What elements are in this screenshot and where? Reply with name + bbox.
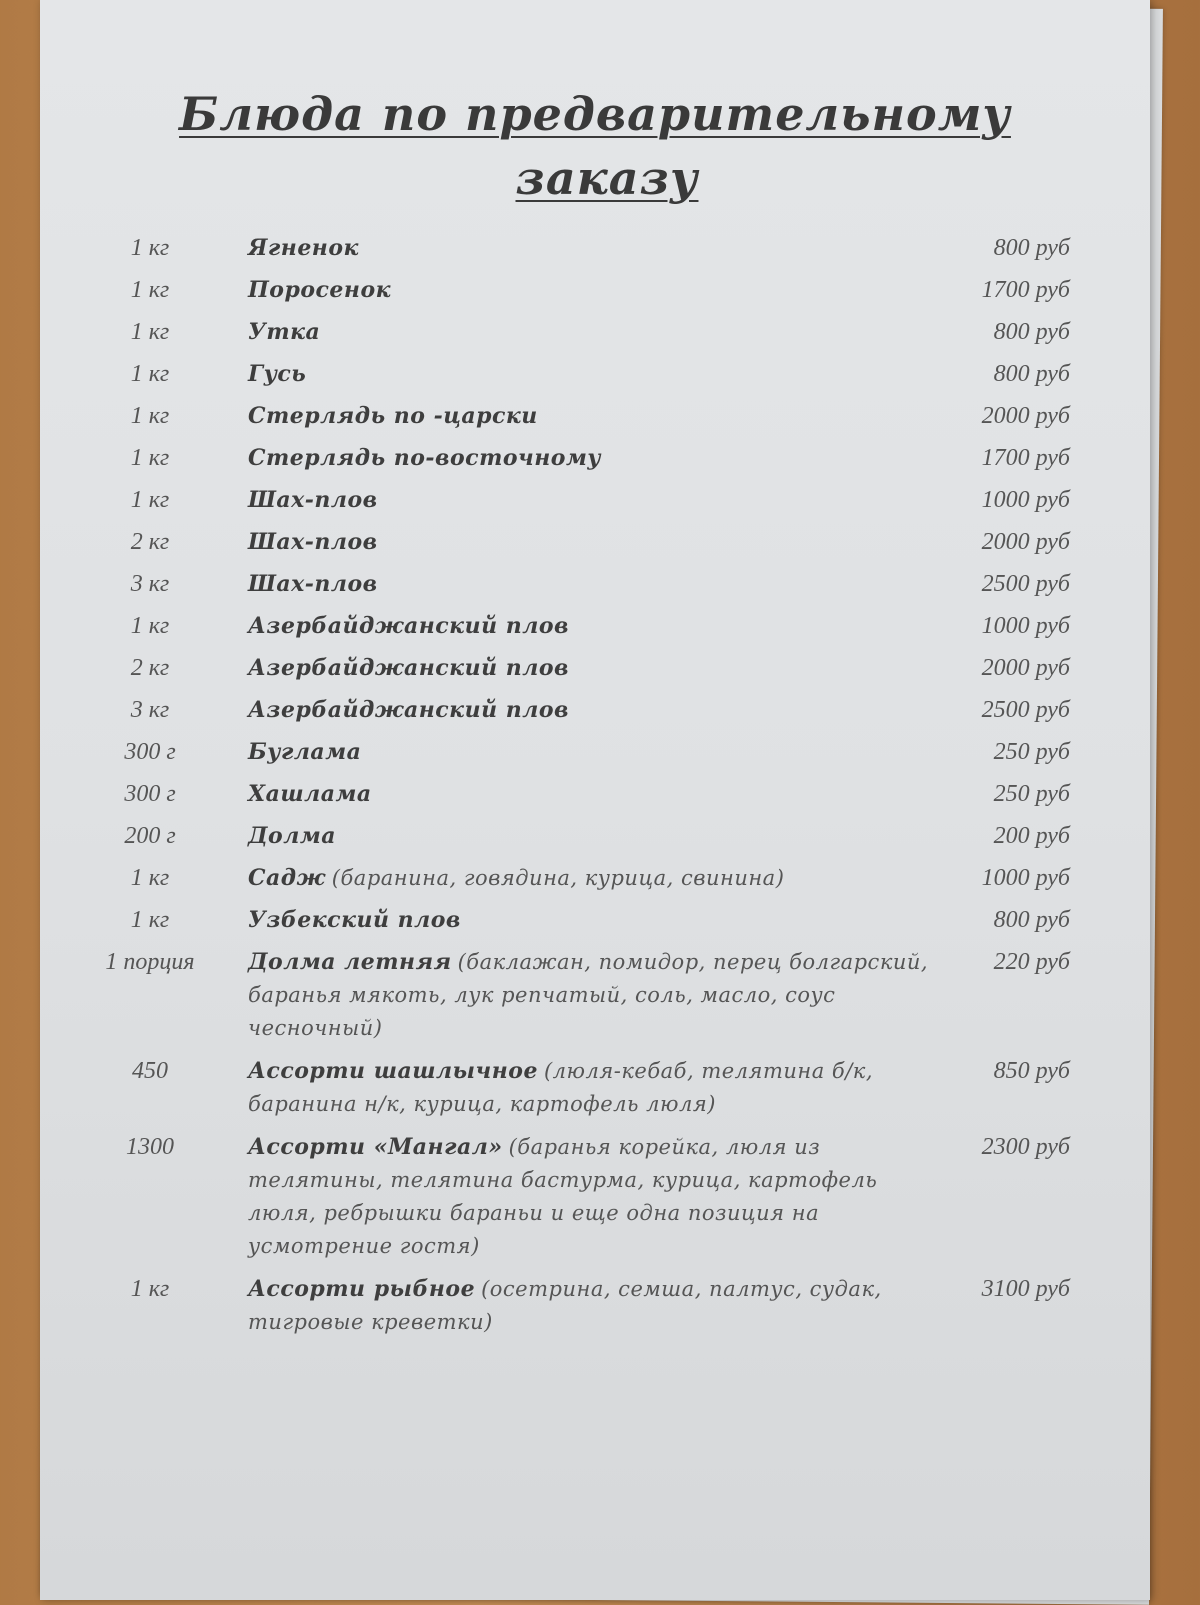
title-line-1: Блюда по предварительному <box>179 87 1011 141</box>
menu-item <box>40 736 1150 778</box>
item-price: 200 руб <box>993 823 1070 849</box>
item-ingredients: (люля-кебаб, телятина б/к, баранина н/к, курица, картофель люля) <box>248 1059 874 1116</box>
item-price: 2000 руб <box>981 529 1070 555</box>
item-name: Стерлядь по -царски <box>248 403 538 429</box>
item-description <box>240 442 930 475</box>
item-price: 800 руб <box>993 319 1070 345</box>
item-description <box>240 946 930 1045</box>
item-quantity: 1 кг <box>130 445 170 471</box>
item-price: 850 руб <box>993 1058 1070 1084</box>
item-price: 3100 руб <box>981 1276 1070 1302</box>
item-name: Шах-плов <box>248 529 378 555</box>
item-description <box>240 400 930 433</box>
item-description <box>240 526 930 559</box>
item-description <box>240 736 930 769</box>
item-quantity: 3 кг <box>130 571 170 597</box>
item-quantity: 1 кг <box>130 403 170 429</box>
item-name: Утка <box>248 319 321 345</box>
item-name: Стерлядь по-восточному <box>248 445 602 471</box>
item-quantity: 1 кг <box>130 277 170 303</box>
item-name: Гусь <box>248 361 307 387</box>
item-name: Азербайджанский плов <box>248 655 569 681</box>
item-description <box>240 232 930 265</box>
item-name: Хашлама <box>248 781 372 807</box>
item-name: Буглама <box>248 739 362 765</box>
item-quantity: 2 кг <box>130 655 170 681</box>
item-description <box>240 484 930 517</box>
item-name: Шах-плов <box>248 487 378 513</box>
menu-item <box>40 442 1150 484</box>
item-quantity: 1 кг <box>130 361 170 387</box>
menu-item <box>40 484 1150 526</box>
item-description <box>240 1131 930 1263</box>
item-ingredients: (баклажан, помидор, перец болгарский, баранья мякоть, лук репчатый, соль, масло, соус чесночный) <box>248 950 929 1040</box>
menu-item <box>40 400 1150 442</box>
item-quantity: 1300 <box>126 1134 174 1160</box>
item-price: 2500 руб <box>981 697 1070 723</box>
item-quantity: 1 кг <box>130 613 170 639</box>
item-quantity: 1 кг <box>130 487 170 513</box>
item-ingredients: (баранина, говядина, курица, свинина) <box>331 866 785 890</box>
page-title <box>40 82 1150 210</box>
item-name: Долма летняя <box>248 949 452 975</box>
menu-item <box>40 946 1150 1045</box>
item-name: Ассорти рыбное <box>248 1276 476 1302</box>
menu-item <box>40 1131 1150 1263</box>
item-price: 2000 руб <box>981 403 1070 429</box>
menu-item <box>40 904 1150 946</box>
item-price: 800 руб <box>993 907 1070 933</box>
item-quantity: 450 <box>132 1058 168 1084</box>
menu-list <box>40 232 1150 1349</box>
item-description <box>240 820 930 853</box>
item-ingredients: (осетрина, семша, палтус, судак, тигровые креветки) <box>248 1277 882 1334</box>
item-quantity: 300 г <box>124 781 176 807</box>
item-name: Садж <box>248 865 326 891</box>
item-price: 2300 руб <box>981 1134 1070 1160</box>
item-name: Ягненок <box>248 235 359 261</box>
menu-item <box>40 1273 1150 1339</box>
item-name: Долма <box>248 823 337 849</box>
item-name: Азербайджанский плов <box>248 697 569 723</box>
menu-item <box>40 820 1150 862</box>
item-description <box>240 652 930 685</box>
item-price: 1000 руб <box>981 487 1070 513</box>
item-quantity: 1 кг <box>130 907 170 933</box>
menu-sheet <box>40 0 1150 1600</box>
item-quantity: 1 кг <box>130 1276 170 1302</box>
item-name: Поросенок <box>248 277 392 303</box>
item-quantity: 200 г <box>124 823 176 849</box>
item-description <box>240 904 930 937</box>
item-price: 2000 руб <box>981 655 1070 681</box>
item-quantity: 300 г <box>124 739 176 765</box>
item-description <box>240 358 930 391</box>
item-description <box>240 610 930 643</box>
item-description <box>240 694 930 727</box>
menu-item <box>40 610 1150 652</box>
item-description <box>240 316 930 349</box>
item-name: Шах-плов <box>248 571 378 597</box>
item-quantity: 1 кг <box>130 235 170 261</box>
item-name: Узбекский плов <box>248 907 461 933</box>
item-description <box>240 1055 930 1121</box>
item-name: Ассорти «Мангал» <box>248 1134 503 1160</box>
menu-item <box>40 778 1150 820</box>
menu-item <box>40 316 1150 358</box>
menu-item <box>40 694 1150 736</box>
item-quantity: 1 кг <box>130 319 170 345</box>
item-price: 1000 руб <box>981 613 1070 639</box>
item-quantity: 2 кг <box>130 529 170 555</box>
item-price: 1700 руб <box>981 277 1070 303</box>
item-description <box>240 862 930 895</box>
item-quantity: 1 кг <box>130 865 170 891</box>
item-price: 220 руб <box>993 949 1070 975</box>
item-price: 250 руб <box>993 739 1070 765</box>
menu-item <box>40 862 1150 904</box>
item-price: 800 руб <box>993 361 1070 387</box>
menu-item <box>40 652 1150 694</box>
menu-item <box>40 358 1150 400</box>
item-price: 2500 руб <box>981 571 1070 597</box>
item-name: Ассорти шашлычное <box>248 1058 538 1084</box>
item-description <box>240 274 930 307</box>
title-line-2: заказу <box>515 151 699 205</box>
menu-item <box>40 232 1150 274</box>
item-description <box>240 1273 930 1339</box>
menu-item <box>40 568 1150 610</box>
item-quantity: 3 кг <box>130 697 170 723</box>
item-description <box>240 778 930 811</box>
item-description <box>240 568 930 601</box>
menu-item <box>40 526 1150 568</box>
item-quantity: 1 порция <box>105 949 195 975</box>
menu-item <box>40 274 1150 316</box>
item-price: 250 руб <box>993 781 1070 807</box>
item-price: 1000 руб <box>981 865 1070 891</box>
item-name: Азербайджанский плов <box>248 613 569 639</box>
menu-item <box>40 1055 1150 1121</box>
item-price: 800 руб <box>993 235 1070 261</box>
item-ingredients: (баранья корейка, люля из телятины, телятина бастурма, курица, картофель люля, ребрышки бараньи и еще одна позиция на усмотрение гостя) <box>248 1135 878 1258</box>
item-price: 1700 руб <box>981 445 1070 471</box>
